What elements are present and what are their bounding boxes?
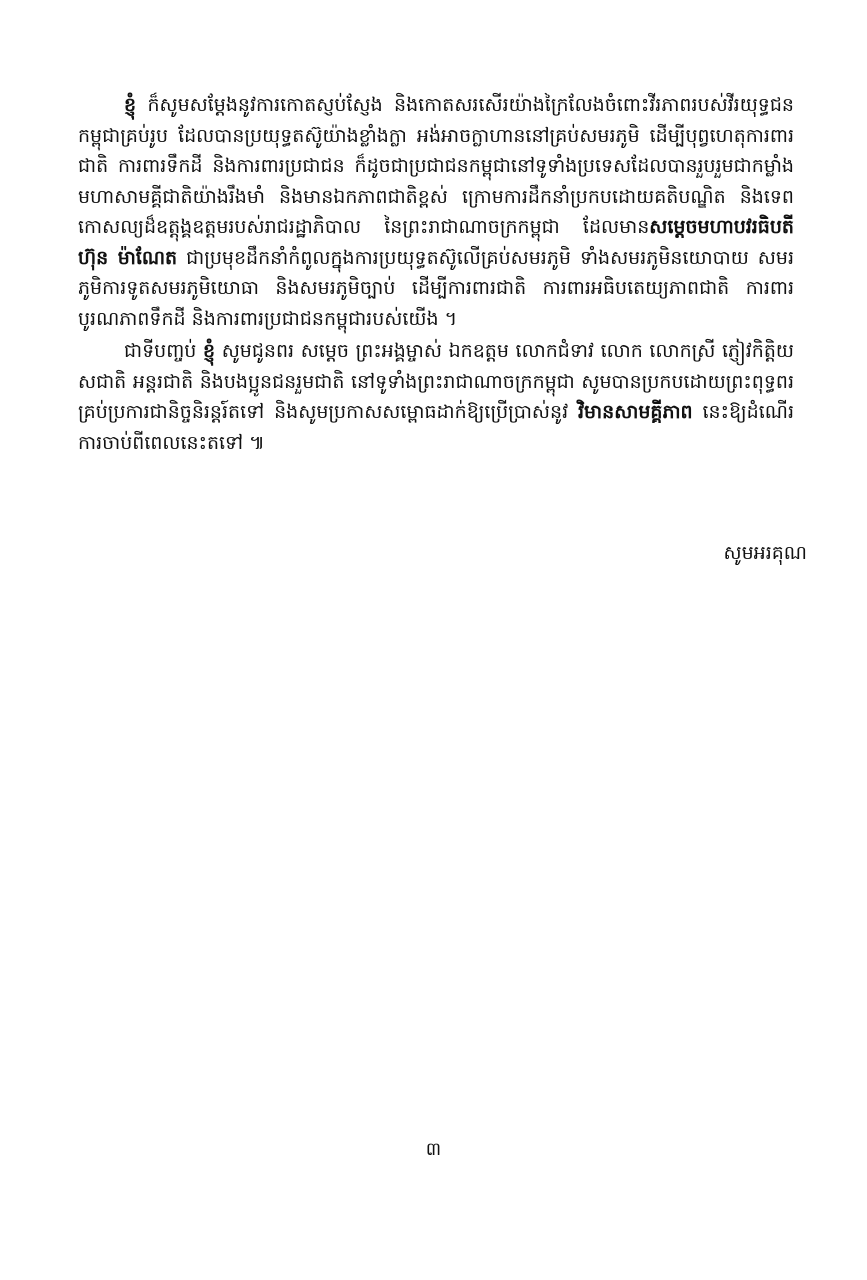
paragraph-closing-wishes (78, 336, 794, 458)
paragraph-text: ជាប្រមុខដឹកនាំកំពូលក្នុងការប្រយុទ្ធតស៊ូលើគ្រប់សមរភូមិ ទាំងសមរភូមិនយោបាយ សមរភូមិការទូតសមរភូមិយោធា និងសមរភូមិច្បាប់ ដើម្បីការពារជាតិ ការពារអធិបតេយ្យភាពជាតិ ការពារបូរណភាពទឹកដី និងការពារប្រជាជនកម្ពុជារបស់យើង ។ (78, 246, 794, 330)
speaker-pronoun: ខ្ញុំ (203, 340, 216, 362)
page-number: ៣ (425, 1139, 442, 1160)
monument-name: វិមានសាមគ្គីភាព (578, 401, 693, 423)
paragraph-text: នេះឱ្យដំណើរការចាប់ពីពេលនេះតទៅ ៕ (78, 401, 794, 454)
leader-name: សម្តេចមហាបវរធិបតី ហ៊ុន ម៉ាណែត (78, 216, 794, 269)
paragraph-text: ជាទីបញ្ចប់ (124, 340, 204, 362)
paragraph-text: ក៏សូមសម្តែងនូវការកោតស្ញប់ស្ញែង និងកោតសរសើរយ៉ាងក្រៃលែងចំពោះវីរភាពរបស់វីរយុទ្ធជនកម្ពុជាគ្រប់រូប ដែលបានប្រយុទ្ធតស៊ូយ៉ាងខ្លាំងក្លា អង់អាចក្លាហាននៅគ្រប់សមរភូមិ ដើម្បីបុព្វហេតុការពារជាតិ ការពារទឹកដី និងការពារប្រជាជន ក៏ដូចជាប្រជាជនកម្ពុជានៅទូទាំងប្រទេសដែលបានរួបរួមជាកម្លាំងមហាសាមគ្គីជាតិយ៉ាងរឹងមាំ និងមានឯកភាពជាតិខ្ពស់ ក្រោមការដឹកនាំប្រកបដោយគតិបណ្ឌិត និងទេពកោសល្យដ៏ឧត្តុង្គឧត្តមរបស់រាជរដ្ឋាភិបាល នៃព្រះរាជាណាចក្រកម្ពុជា ដែលមាន (78, 94, 794, 238)
document-body (78, 90, 794, 458)
speaker-pronoun: ខ្ញុំ (124, 94, 137, 116)
paragraph-text: សូមជូនពរ សម្តេច ព្រះអង្គម្ចាស់ ឯកឧត្តម លោកជំទាវ លោក លោកស្រី ភ្ញៀវកិត្តិយសជាតិ អន្តរជាតិ និងបងប្អូនជនរួមជាតិ នៅទូទាំងព្រះរាជាណាចក្រកម្ពុជា សូមបានប្រកបដោយព្រះពុទ្ធពរគ្រប់ប្រការជានិច្ចនិរន្តរ៍តទៅ និងសូមប្រកាសសម្ពោធដាក់ឱ្យប្រើប្រាស់នូវ (78, 340, 795, 423)
paragraph-gratitude (78, 90, 794, 334)
closing-thanks: សូមអរគុណ (723, 542, 807, 564)
